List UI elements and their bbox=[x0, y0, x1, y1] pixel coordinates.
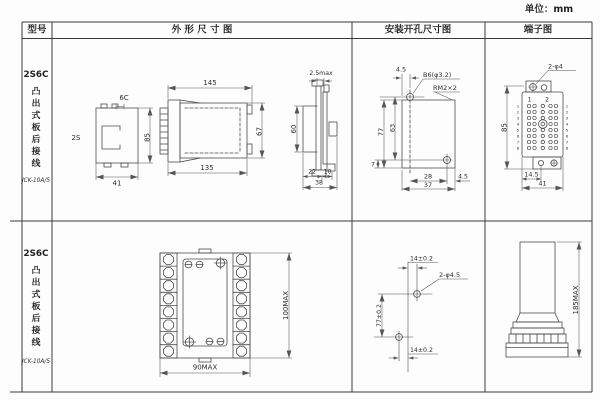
terminal-num: 1 bbox=[565, 103, 569, 109]
dim-socket-height: 100MAX bbox=[282, 291, 290, 320]
dim-panel-d1: 22 bbox=[308, 168, 316, 176]
table-grid bbox=[10, 22, 592, 392]
model-desc-char: 接 bbox=[31, 326, 41, 336]
dim-panel-total: 38 bbox=[315, 179, 323, 187]
row1-model-cell bbox=[21, 70, 50, 184]
r1-mounting-drawing bbox=[375, 90, 455, 174]
terminal-num: 5 bbox=[516, 127, 520, 133]
model-desc-char: 凸 bbox=[31, 87, 41, 97]
terminal-num: 3 bbox=[516, 115, 520, 121]
terminal-num: 3 bbox=[565, 115, 569, 121]
dim-mounting-inner-h: 63 bbox=[388, 123, 397, 133]
r2-terminal-drawing bbox=[506, 242, 568, 357]
terminal-num: 7 bbox=[565, 139, 569, 145]
terminal-num: 8 bbox=[565, 145, 569, 151]
terminal-num: 4 bbox=[565, 121, 569, 127]
model-name: 2S6C bbox=[23, 70, 49, 80]
label-mounting2-holes: 2-φ4.5 bbox=[439, 271, 461, 279]
dim-side-top: 6C bbox=[119, 94, 129, 102]
dim-mounting-top: 4.5 bbox=[395, 65, 407, 74]
r1-outline-panel-view bbox=[303, 80, 337, 176]
dim-side-left: 2S bbox=[71, 134, 81, 142]
r2-outline-socket-view bbox=[160, 249, 250, 362]
model-desc-char: 式 bbox=[31, 290, 41, 300]
terminal-num: 7 bbox=[516, 139, 520, 145]
dim-mounting-outer-h: 77 bbox=[377, 127, 385, 137]
dim-relay-total-height: 185MAX bbox=[572, 285, 580, 315]
dim-mounting-right: 4.5 bbox=[458, 173, 468, 181]
dim-terminal-total-w: 41 bbox=[538, 179, 547, 188]
terminal-grid bbox=[527, 104, 557, 149]
model-desc-char: 式 bbox=[31, 111, 41, 121]
terminal-col-num-1: 1 bbox=[527, 96, 532, 104]
unit-label: 单位：mm bbox=[524, 4, 574, 15]
model-desc-char: 凸 bbox=[31, 266, 41, 276]
terminal-num: 6 bbox=[565, 133, 569, 139]
terminal-num: 6 bbox=[516, 133, 520, 139]
terminal-num: 2 bbox=[516, 109, 520, 115]
model-desc-char: 板 bbox=[31, 302, 41, 312]
dim-front-length: 145 bbox=[203, 79, 217, 87]
model-desc-char: 出 bbox=[31, 278, 41, 288]
model-code: JCK-10A/5 bbox=[21, 359, 51, 365]
dim-side-height: 85 bbox=[143, 133, 152, 142]
r1-terminal-drawing bbox=[522, 81, 563, 169]
label-thread-spec: RM2×2 bbox=[433, 84, 457, 92]
model-desc-char: 线 bbox=[31, 159, 41, 169]
column-header-outline: 外 形 尺 寸 图 bbox=[171, 24, 233, 36]
dim-panel-height: 60 bbox=[290, 124, 298, 134]
r1-outline-front-view bbox=[160, 100, 252, 162]
dim-panel-d2: 10 bbox=[323, 168, 332, 176]
dim-terminal-height: 85 bbox=[500, 123, 509, 132]
dim-side-width: 41 bbox=[112, 179, 122, 188]
label-hole-spec: B6(φ3.2) bbox=[423, 71, 452, 79]
dim-mounting2-top: 14±0.2 bbox=[410, 255, 433, 263]
model-desc-char: 接 bbox=[31, 147, 41, 157]
dim-front-height: 67 bbox=[255, 127, 264, 136]
terminal-num: 4 bbox=[516, 121, 520, 127]
model-code: JCK-10A/5 bbox=[21, 178, 51, 184]
r1-outline-side-dims bbox=[96, 108, 153, 180]
model-desc-char: 线 bbox=[31, 338, 41, 348]
terminal-num: 8 bbox=[516, 145, 520, 151]
dim-mounting2-height: 77±0.2 bbox=[376, 304, 383, 327]
model-name: 2S6C bbox=[23, 249, 49, 259]
r1-outline-front-dims bbox=[168, 85, 265, 176]
terminal-num: 5 bbox=[565, 127, 569, 133]
dim-mounting2-bottom: 14±0.2 bbox=[410, 347, 433, 354]
r1-outline-side-view bbox=[96, 104, 138, 167]
dim-terminal-inner-w: 14.5 bbox=[524, 170, 539, 179]
dim-front-body: 135 bbox=[200, 164, 214, 172]
dim-mounting-span: 28 bbox=[423, 172, 433, 181]
terminal-num: 1 bbox=[516, 103, 520, 109]
terminal-num: 2 bbox=[565, 109, 569, 115]
dim-panel-thickness: 2.5max bbox=[309, 70, 333, 77]
column-header-mounting: 安装开孔尺寸图 bbox=[384, 24, 452, 36]
model-desc-char: 后 bbox=[31, 135, 41, 145]
model-desc-char: 出 bbox=[31, 99, 41, 109]
model-desc-char: 后 bbox=[31, 314, 41, 324]
column-header-model: 型号 bbox=[27, 24, 47, 36]
dim-mounting-foot: 7 bbox=[371, 161, 375, 169]
model-desc-char: 板 bbox=[31, 123, 41, 133]
row2-model-cell bbox=[21, 249, 50, 365]
column-header-terminal: 端子图 bbox=[523, 24, 553, 36]
dim-mounting-total-w: 37 bbox=[423, 181, 433, 189]
dim-socket-width: 90MAX bbox=[192, 363, 218, 372]
terminal-col-num-2: 2 bbox=[545, 96, 549, 104]
label-terminal-holes: 2-φ4 bbox=[548, 62, 563, 71]
